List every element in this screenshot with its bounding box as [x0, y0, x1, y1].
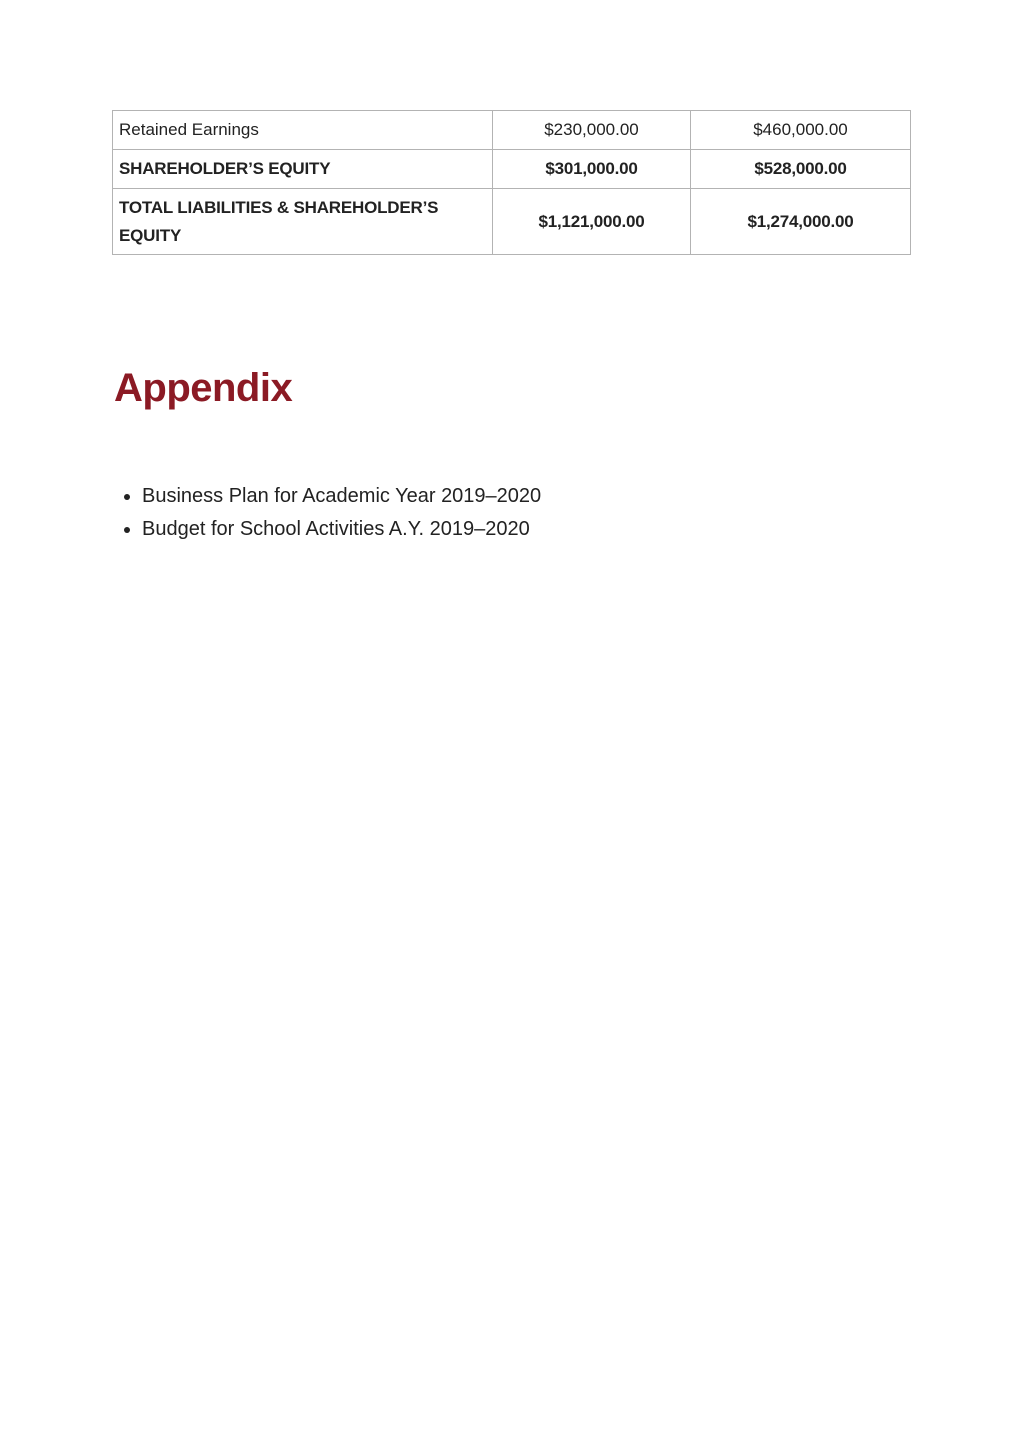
value-cell-year1: $301,000.00 — [493, 150, 691, 189]
value-cell-year2: $460,000.00 — [691, 111, 911, 150]
value-cell-year2: $1,274,000.00 — [691, 189, 911, 255]
balance-sheet-table — [112, 110, 911, 255]
row-label: SHAREHOLDER’S EQUITY — [113, 150, 493, 189]
row-label: TOTAL LIABILITIES & SHAREHOLDER’S EQUITY — [113, 189, 493, 255]
table-row-total-liabilities-equity — [113, 189, 911, 255]
value-cell-year2: $528,000.00 — [691, 150, 911, 189]
appendix-heading: Appendix — [114, 366, 293, 410]
appendix-list — [112, 480, 541, 546]
value-cell-year1: $1,121,000.00 — [493, 189, 691, 255]
value-cell-year1: $230,000.00 — [493, 111, 691, 150]
list-item: • Budget for School Activities A.Y. 2019–2020 — [142, 513, 541, 546]
table-row-retained-earnings — [113, 111, 911, 150]
row-label: Retained Earnings — [113, 111, 493, 150]
list-item: • Business Plan for Academic Year 2019–2020 — [142, 480, 541, 513]
table-row-shareholders-equity — [113, 150, 911, 189]
